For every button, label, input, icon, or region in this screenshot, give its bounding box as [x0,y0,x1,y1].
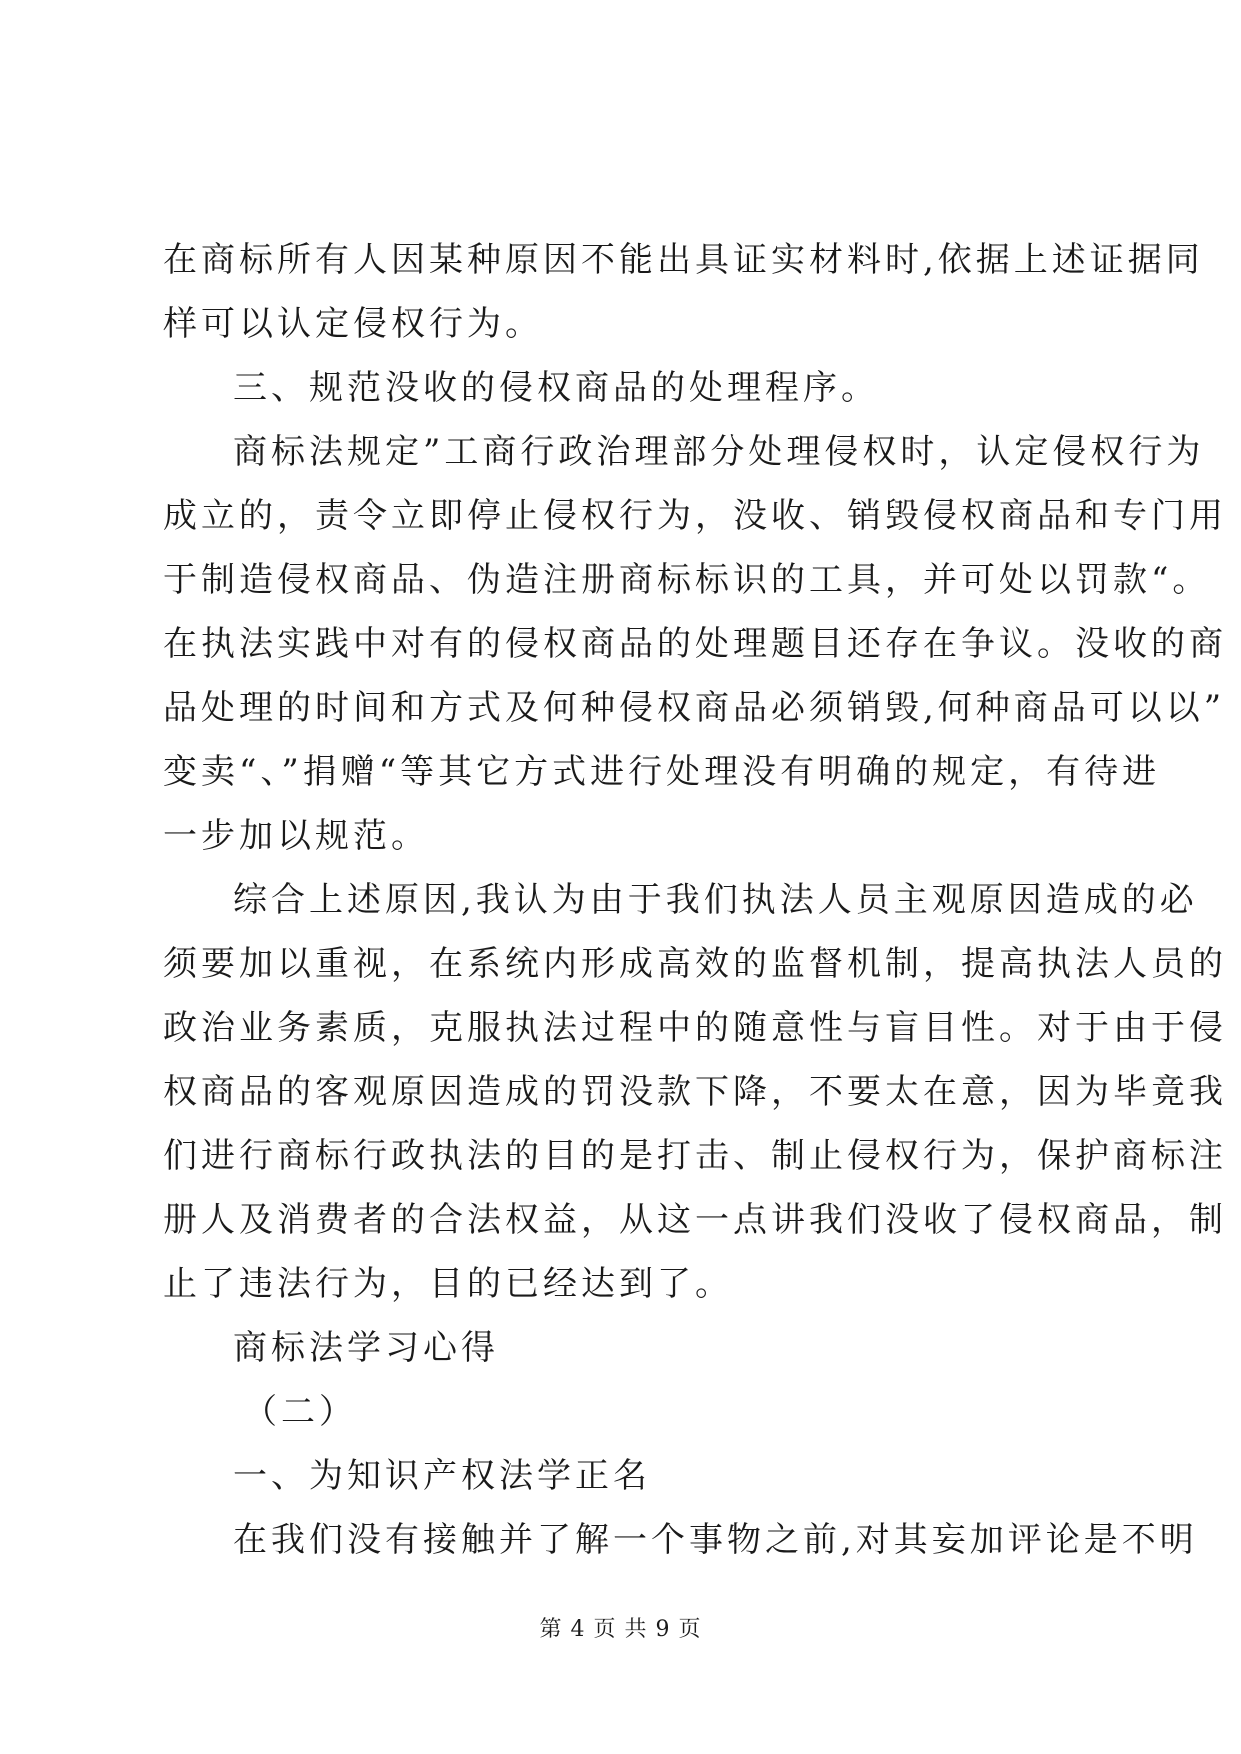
paragraph-line: 成立的，责令立即停止侵权行为，没收、销毁侵权商品和专门用 [163,496,1227,536]
paragraph-line: 于制造侵权商品、伪造注册商标标识的工具，并可处以罚款“。 [163,560,1211,600]
paragraph-line: 权商品的客观原因造成的罚没款下降，不要太在意，因为毕竟我 [163,1072,1227,1112]
paragraph-line: 综合上述原因,我认为由于我们执法人员主观原因造成的必 [233,880,1198,920]
section-number: （二） [243,1392,357,1432]
paragraph-line: 在商标所有人因某种原因不能出具证实材料时,依据上述证据同 [163,240,1204,280]
document-body [163,228,1227,1572]
paragraph-line: 在我们没有接触并了解一个事物之前,对其妄加评论是不明 [233,1520,1198,1560]
page-footer: 第 4 页 共 9 页 [539,1617,702,1642]
paragraph-line: 政治业务素质，克服执法过程中的随意性与盲目性。对于由于侵 [163,1008,1227,1048]
section-heading: 一、为知识产权法学正名 [233,1456,651,1496]
section-heading: 三、规范没收的侵权商品的处理程序。 [233,368,879,408]
paragraph-line: 商标法规定”工商行政治理部分处理侵权时，认定侵权行为 [233,432,1205,472]
paragraph-line: 须要加以重视，在系统内形成高效的监督机制，提高执法人员的 [163,944,1227,984]
paragraph-line: 们进行商标行政执法的目的是打击、制止侵权行为，保护商标注 [163,1136,1227,1176]
section-title: 商标法学习心得 [233,1328,499,1368]
paragraph-line: 品处理的时间和方式及何种侵权商品必须销毁,何种商品可以以” [163,688,1226,728]
paragraph-line: 样可以认定侵权行为。 [163,304,543,344]
paragraph-line: 册人及消费者的合法权益，从这一点讲我们没收了侵权商品，制 [163,1200,1227,1240]
paragraph-line: 一步加以规范。 [163,816,429,856]
paragraph-line: 在执法实践中对有的侵权商品的处理题目还存在争议。没收的商 [163,624,1227,664]
paragraph-line: 变卖“、”捐赠“等其它方式进行处理没有明确的规定，有待进 [163,752,1161,792]
paragraph-line: 止了违法行为，目的已经达到了。 [163,1264,733,1304]
